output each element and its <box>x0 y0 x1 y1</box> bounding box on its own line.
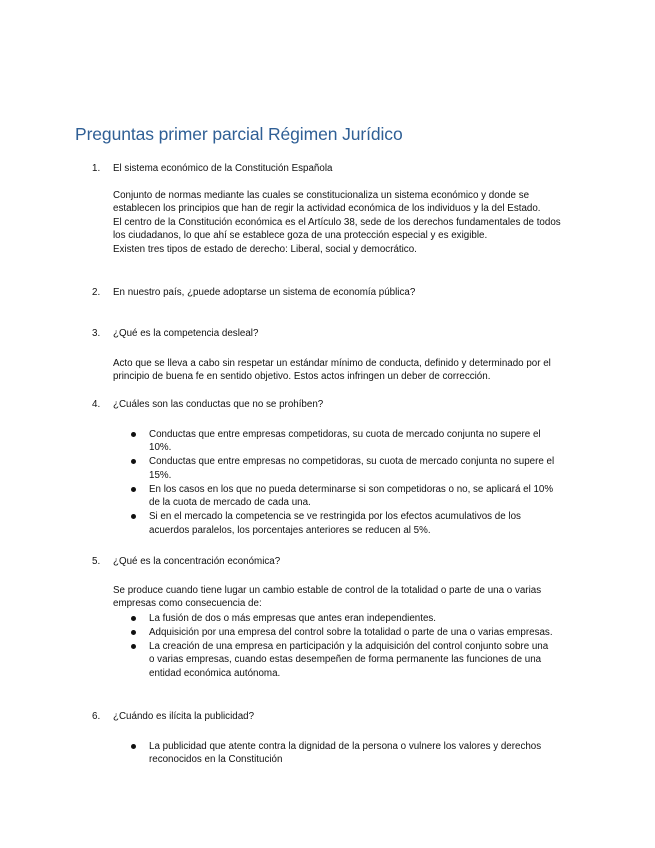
answer-1 <box>113 189 565 256</box>
question-2 <box>92 286 415 300</box>
question-text: ¿Qué es la concentración económica? <box>113 556 281 567</box>
answer-paragraph: El centro de la Constitución económica es el Artículo 38, sede de los derechos fundamentales de todos los ciudadanos, lo que ahí se establece goza de una protección especial y es exigible. <box>113 216 561 242</box>
bullet-icon <box>131 644 136 649</box>
question-text: En nuestro país, ¿puede adoptarse un sistema de economía pública? <box>113 287 416 298</box>
bullet-icon <box>131 432 136 437</box>
answer-paragraph: Se produce cuando tiene lugar un cambio estable de control de la totalidad o parte de una o varias empresas como consecuencia de: <box>113 585 542 610</box>
list-item: Si en el mercado la competencia se ve restringida por los efectos acumulativos de los acuerdos paralelos, los porcentajes anteriores se reducen al 5%. <box>131 510 556 537</box>
list-item: Adquisición por una empresa del control sobre la totalidad o parte de una o varias empresas. <box>131 626 556 639</box>
bullet-icon <box>131 630 136 635</box>
list-item: La publicidad que atente contra la dignidad de la persona o vulnere los valores y derechos reconocidos en la Constitución <box>131 740 546 767</box>
bullet-icon <box>131 744 136 749</box>
question-4 <box>92 398 323 412</box>
bullet-list-4 <box>131 428 556 538</box>
answer-paragraph: Acto que se lleva a cabo sin respetar un estándar mínimo de conducta, definido y determinado por el principio de buena fe en sentido objetivo. Estos actos infringen un deber de corrección. <box>113 358 551 383</box>
bullet-icon <box>131 459 136 464</box>
question-number: 1. <box>92 163 101 174</box>
question-3 <box>92 327 258 341</box>
question-number: 4. <box>92 399 101 410</box>
list-item: La creación de una empresa en participación y la adquisición del control conjunto sobre una o varias empresas, cuando estas desempeñen de forma permanente las funciones de una entidad económica autónoma. <box>131 640 556 680</box>
question-number: 5. <box>92 556 101 567</box>
list-item: Conductas que entre empresas no competidoras, su cuota de mercado conjunta no supere el 15%. <box>131 455 556 482</box>
question-6 <box>92 710 254 724</box>
question-1 <box>92 162 332 176</box>
question-text: ¿Cuáles son las conductas que no se prohíben? <box>113 399 324 410</box>
answer-paragraph: Conjunto de normas mediante las cuales se constitucionaliza un sistema económico y donde se establecen los principios que han de regir la actividad económica de los individuos y la del Estado. <box>113 190 541 215</box>
bullet-icon <box>131 616 136 621</box>
question-number: 3. <box>92 328 101 339</box>
question-5 <box>92 555 280 569</box>
answer-3 <box>113 357 561 384</box>
answer-5 <box>113 584 553 611</box>
document-title: Preguntas primer parcial Régimen Jurídico <box>75 124 403 144</box>
bullet-list-6 <box>131 740 546 767</box>
bullet-icon <box>131 487 136 492</box>
question-number: 6. <box>92 711 101 722</box>
list-item: La fusión de dos o más empresas que antes eran independientes. <box>131 612 556 625</box>
question-number: 2. <box>92 287 101 298</box>
answer-paragraph: Existen tres tipos de estado de derecho: Liberal, social y democrático. <box>113 243 417 255</box>
question-text: ¿Cuándo es ilícita la publicidad? <box>113 711 255 722</box>
question-text: El sistema económico de la Constitución Española <box>113 163 333 174</box>
bullet-list-5 <box>131 612 556 681</box>
list-item: En los casos en los que no pueda determinarse si son competidoras o no, se aplicará el 10% de la cuota de mercado de cada una. <box>131 483 556 510</box>
list-item: Conductas que entre empresas competidoras, su cuota de mercado conjunta no supere el 10%. <box>131 428 556 455</box>
question-text: ¿Qué es la competencia desleal? <box>113 328 259 339</box>
bullet-icon <box>131 514 136 519</box>
